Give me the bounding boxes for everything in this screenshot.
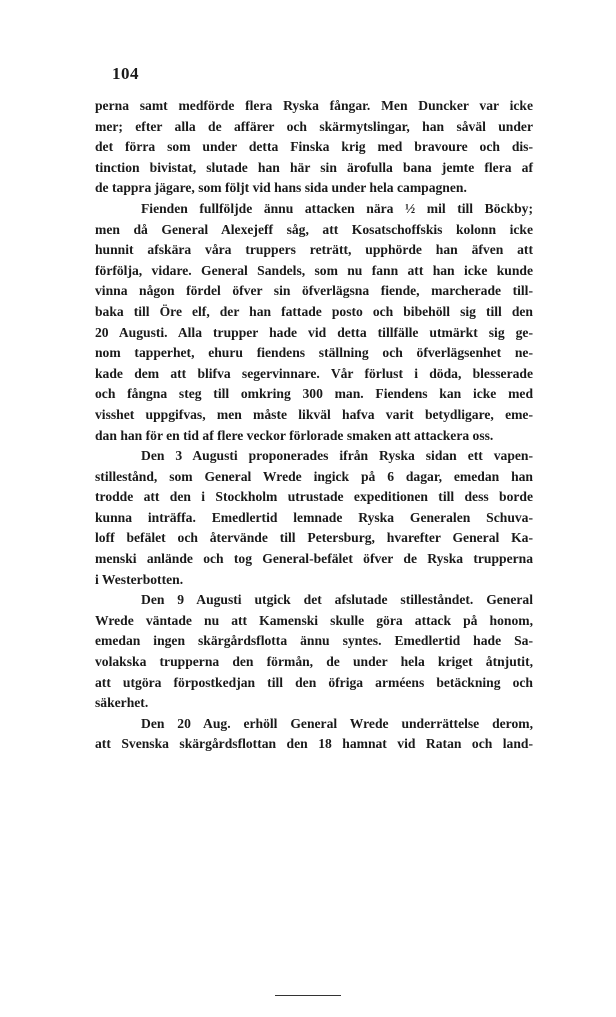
page-number: 104 bbox=[112, 64, 139, 83]
text-line: tinction bivistat, slutade han här sin ärofulla bana jemte flera af bbox=[95, 159, 533, 175]
text-line: det förra som under detta Finska krig med bravoure och dis- bbox=[95, 139, 533, 155]
text-line: hunnit afskära våra truppers reträtt, upphörde han äfven att bbox=[95, 242, 533, 258]
body-text bbox=[95, 96, 533, 755]
text-line: de tappra jägare, som följt vid hans sida under hela campagnen. bbox=[95, 180, 467, 196]
text-line: att Svenska skärgårdsflottan den 18 hamnat vid Ratan och land- bbox=[95, 736, 533, 752]
text-line: vinna någon fördel öfver sin öfverlägsna fiende, marcherade till- bbox=[95, 283, 533, 299]
text-line: loff befälet och återvände till Petersburg, hvarefter General Ka- bbox=[95, 530, 533, 546]
text-line: perna samt medförde flera Ryska fångar. Men Duncker var icke bbox=[95, 98, 533, 113]
text-line: Fienden fullföljde ännu attacken nära ½ mil till Böckby; bbox=[141, 200, 533, 216]
text-line: i Westerbotten. bbox=[95, 571, 184, 587]
text-line: kade dem att blifva segervinnare. Vår förlust i döda, blesserade bbox=[95, 365, 533, 381]
text-line: Den 20 Aug. erhöll General Wrede underrättelse derom, bbox=[141, 715, 533, 731]
text-line: mer; efter alla de affärer och skärmytslingar, han såväl under bbox=[95, 118, 533, 134]
text-line: emedan ingen skärgårdsflotta ännu syntes. Emedlertid hade Sa- bbox=[95, 633, 533, 649]
text-line: visshet uppgifvas, men måste likväl hafva varit betydligare, eme- bbox=[95, 406, 533, 422]
text-line: stillestånd, som General Wrede ingick på 6 dagar, emedan han bbox=[95, 468, 533, 484]
text-line: baka till Öre elf, der han fattade posto och bibehöll sig till den bbox=[95, 303, 533, 319]
text-line: nom tapperhet, ehuru fiendens ställning och öfverlägsenhet ne- bbox=[95, 345, 533, 361]
text-line: förfölja, vidare. General Sandels, som nu fann att han icke kunde bbox=[95, 262, 533, 278]
footer-rule bbox=[275, 995, 341, 996]
text-line: Den 3 Augusti proponerades ifrån Ryska sidan ett vapen- bbox=[141, 448, 533, 464]
text-line: kunna inträffa. Emedlertid lemnade Ryska Generalen Schuva- bbox=[95, 509, 533, 525]
text-line: dan han för en tid af flere veckor förlorade smaken att attackera oss. bbox=[95, 427, 494, 443]
text-line: säkerhet. bbox=[95, 695, 149, 711]
text-line: Den 9 Augusti utgick det afslutade stilleståndet. General bbox=[141, 592, 533, 608]
text-line: trodde att den i Stockholm utrustade expeditionen till dess borde bbox=[95, 489, 533, 505]
text-line: 20 Augusti. Alla trupper hade vid detta tillfälle utmärkt sig ge- bbox=[95, 324, 533, 340]
text-line: menski anlände och tog General-befälet öfver de Ryska trupperna bbox=[95, 551, 533, 567]
text-line: att utgöra förpostkedjan till den öfriga arméens betäckning och bbox=[95, 674, 533, 690]
text-line: volakska trupperna den förmån, de under hela kriget åtnjutit, bbox=[95, 654, 533, 670]
text-line: men då General Alexejeff såg, att Kosatschoffskis kolonn icke bbox=[95, 221, 533, 237]
text-line: och fångna steg till omkring 300 man. Fiendens kan icke med bbox=[95, 386, 533, 402]
text-line: Wrede väntade nu att Kamenski skulle göra attack på honom, bbox=[95, 612, 533, 628]
